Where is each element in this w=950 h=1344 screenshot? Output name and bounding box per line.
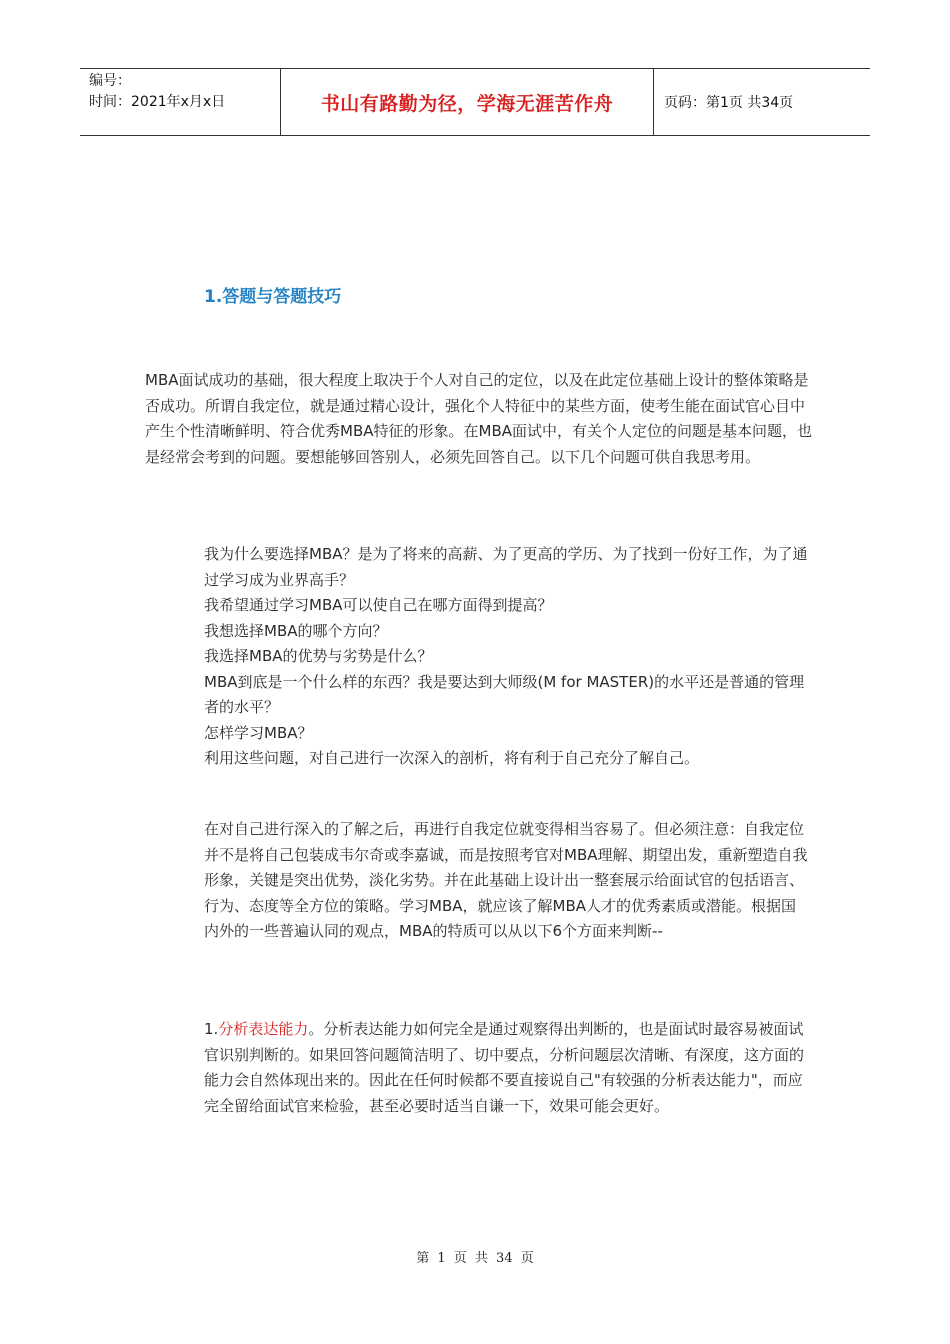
section-title: 1.答题与答题技巧	[204, 287, 342, 307]
ability-paragraph	[204, 1017, 814, 1119]
question-item: 我为什么要选择MBA？是为了将来的高薪、为了更高的学历、为了找到一份好工作，为了通过学习成为业界高手？	[204, 545, 808, 589]
document-number-label: 编号：	[89, 73, 131, 89]
question-list	[204, 542, 809, 772]
ability-highlight: 分析表达能力	[218, 1020, 309, 1038]
question-item: 怎样学习MBA？	[204, 723, 313, 742]
question-item: 我想选择MBA的哪个方向？	[204, 621, 388, 640]
question-item: 我选择MBA的优势与劣势是什么？	[204, 647, 433, 665]
question-item: 我希望通过学习MBA可以使自己在哪方面得到提高？	[204, 596, 553, 614]
ability-text: 。分析表达能力如何完全是通过观察得出判断的，也是面试时最容易被面试官识别判断的。如果回答问题简洁明了、切中要点，分析问题层次清晰、有深度，这方面的能力会自然体现出来的。因此在任何时候都不要直接说自己"有较强的分析表达能力"，而应完全留给面试官来检验，甚至必要时适当自谦一下，效果可能会更好。	[204, 1020, 805, 1115]
page-footer: 第 1 页 共 34 页	[416, 1251, 534, 1266]
question-item: MBA到底是一个什么样的东西？我是要达到大师级(M for MASTER)的水平还是普通的管理者的水平？	[204, 672, 805, 716]
header-page-info: 页码：第1页 共34页	[664, 95, 794, 111]
ability-number: 1.	[204, 1020, 219, 1038]
intro-paragraph: MBA面试成功的基础，很大程度上取决于个人对自己的定位，以及在此定位基础上设计的整体策略是否成功。所谓自我定位，就是通过精心设计，强化个人特征中的某些方面，使考生能在面试官心目中产生个性清晰鲜明、符合优秀MBA特征的形象。在MBA面试中，有关个人定位的问题是基本问题，也是经常会考到的问题。要想能够回答别人，必须先回答自己。以下几个问题可供自我思考用。	[145, 371, 812, 466]
document-time-label: 时间：2021年x月x日	[89, 94, 226, 110]
positioning-paragraph: 在对自己进行深入的了解之后，再进行自我定位就变得相当容易了。但必须注意：自我定位并不是将自己包装成韦尔奇或李嘉诚，而是按照考官对MBA理解、期望出发，重新塑造自我形象，关键是突出优势，淡化劣势。并在此基础上设计出一整套展示给面试官的包括语言、行为、态度等全方位的策略。学习MBA，就应该了解MBA人才的优秀素质或潜能。根据国内外的一些普遍认同的观点，MBA的特质可以从以下6个方面来判断--	[204, 820, 808, 940]
header-meta	[80, 69, 281, 135]
page-header	[80, 68, 870, 136]
question-item: 利用这些问题，对自己进行一次深入的剖析，将有利于自己充分了解自己。	[204, 749, 700, 767]
header-motto: 书山有路勤为径，学海无涯苦作舟	[281, 69, 654, 135]
